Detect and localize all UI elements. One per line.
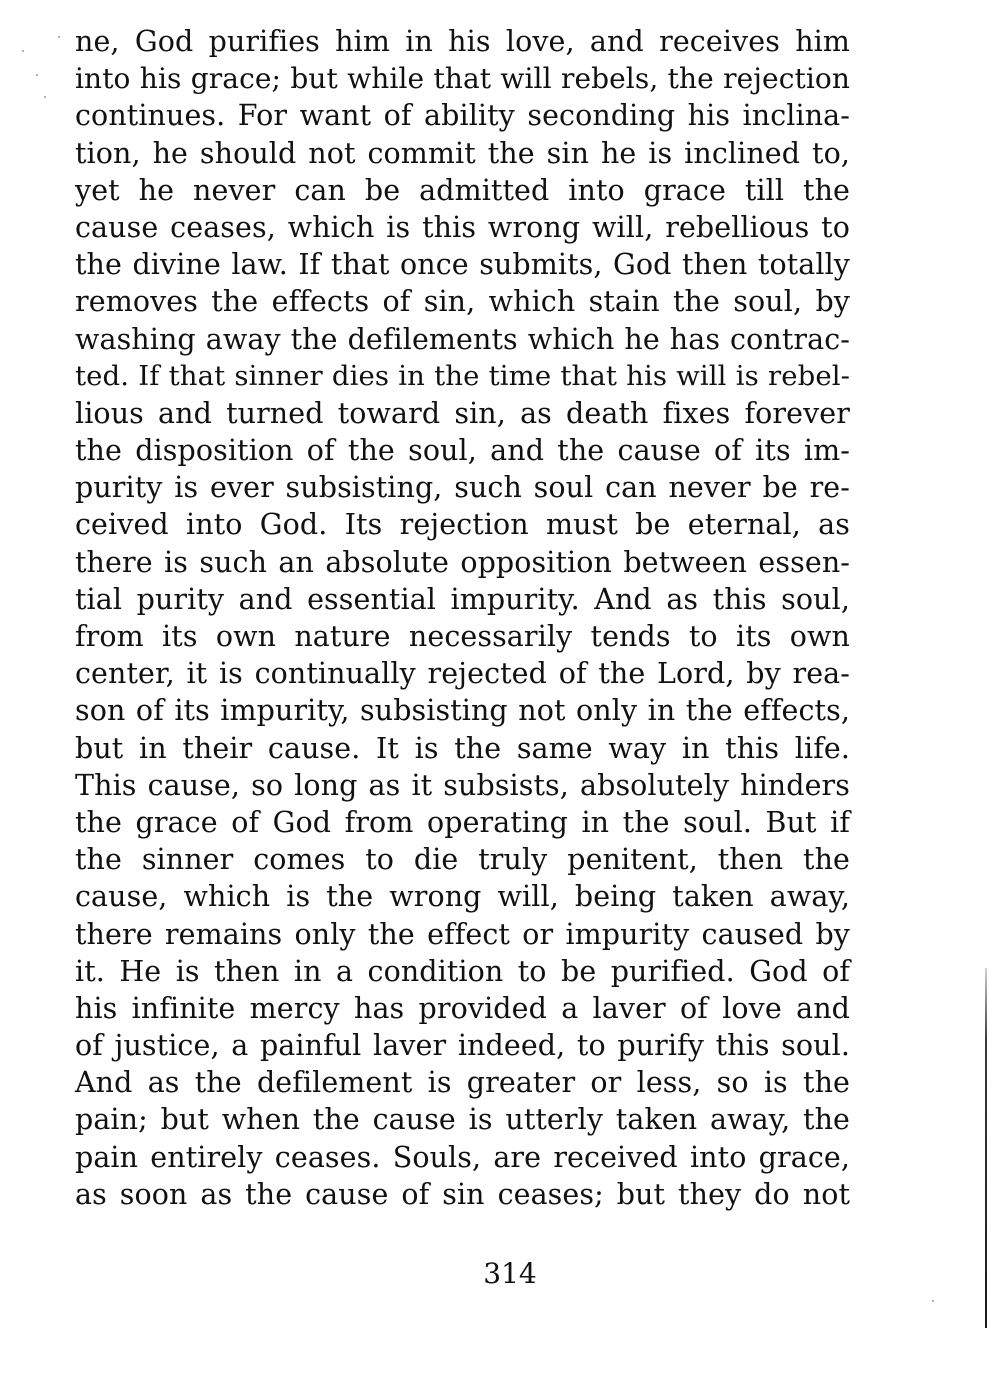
text-line: of justice, a painful laver indeed, to purify this soul. <box>75 1029 850 1063</box>
text-line: lious and turned toward sin, as death fixes forever <box>75 396 850 430</box>
text-line: cause ceases, which is this wrong will, rebellious to <box>75 210 850 244</box>
scan-edge-line <box>985 968 987 1328</box>
text-line: washing away the defilements which he has contrac- <box>75 322 850 356</box>
text-line: tial purity and essential impurity. And as this soul, <box>75 582 850 616</box>
text-line: tion, he should not commit the sin he is inclined to, <box>75 136 850 170</box>
text-line: cause, which is the wrong will, being taken away, <box>75 880 850 914</box>
text-line: his infinite mercy has provided a laver of love and <box>75 991 850 1025</box>
text-line: This cause, so long as it subsists, absolutely hinders <box>75 768 850 802</box>
scan-speck <box>22 50 24 52</box>
text-line: there remains only the effect or impurity caused by <box>75 917 850 951</box>
text-line: pain; but when the cause is utterly taken away, the <box>75 1103 850 1137</box>
scan-speck <box>58 36 60 38</box>
scan-speck <box>932 1300 934 1302</box>
text-line: the sinner comes to die truly penitent, then the <box>75 843 850 877</box>
text-line: ne, God purifies him in his love, and receives him <box>75 25 850 58</box>
text-line: son of its impurity, subsisting not only in the effects, <box>75 694 850 728</box>
text-line: the divine law. If that once submits, God then totally <box>75 248 850 282</box>
body-text <box>75 23 850 1213</box>
text-line: as soon as the cause of sin ceases; but they do not <box>75 1177 850 1211</box>
text-line: pain entirely ceases. Souls, are received into grace, <box>75 1140 850 1174</box>
text-line: continues. For want of ability seconding his inclina- <box>75 99 850 133</box>
scan-speck <box>44 96 46 98</box>
text-line: yet he never can be admitted into grace till the <box>75 173 850 207</box>
text-line: purity is ever subsisting, such soul can never be re- <box>75 471 850 505</box>
text-line: the disposition of the soul, and the cause of its im- <box>75 434 850 468</box>
text-line: but in their cause. It is the same way in this life. <box>75 731 850 765</box>
text-line: removes the effects of sin, which stain the soul, by <box>75 285 850 319</box>
page-number: 314 <box>483 1257 537 1290</box>
text-line: it. He is then in a condition to be purified. God of <box>75 954 850 988</box>
text-line: the grace of God from operating in the soul. But if <box>75 805 850 839</box>
text-line: ceived into God. Its rejection must be eternal, as <box>75 508 850 542</box>
text-line: ted. If that sinner dies in the time that his will is rebel- <box>75 359 850 392</box>
scan-speck <box>36 74 38 76</box>
text-line: center, it is continually rejected of the Lord, by rea- <box>75 657 850 691</box>
text-line: And as the defilement is greater or less, so is the <box>75 1066 850 1100</box>
text-line: from its own nature necessarily tends to its own <box>75 620 850 653</box>
text-line: there is such an absolute opposition between essen- <box>75 545 850 579</box>
text-line: into his grace; but while that will rebels, the rejection <box>75 62 850 96</box>
